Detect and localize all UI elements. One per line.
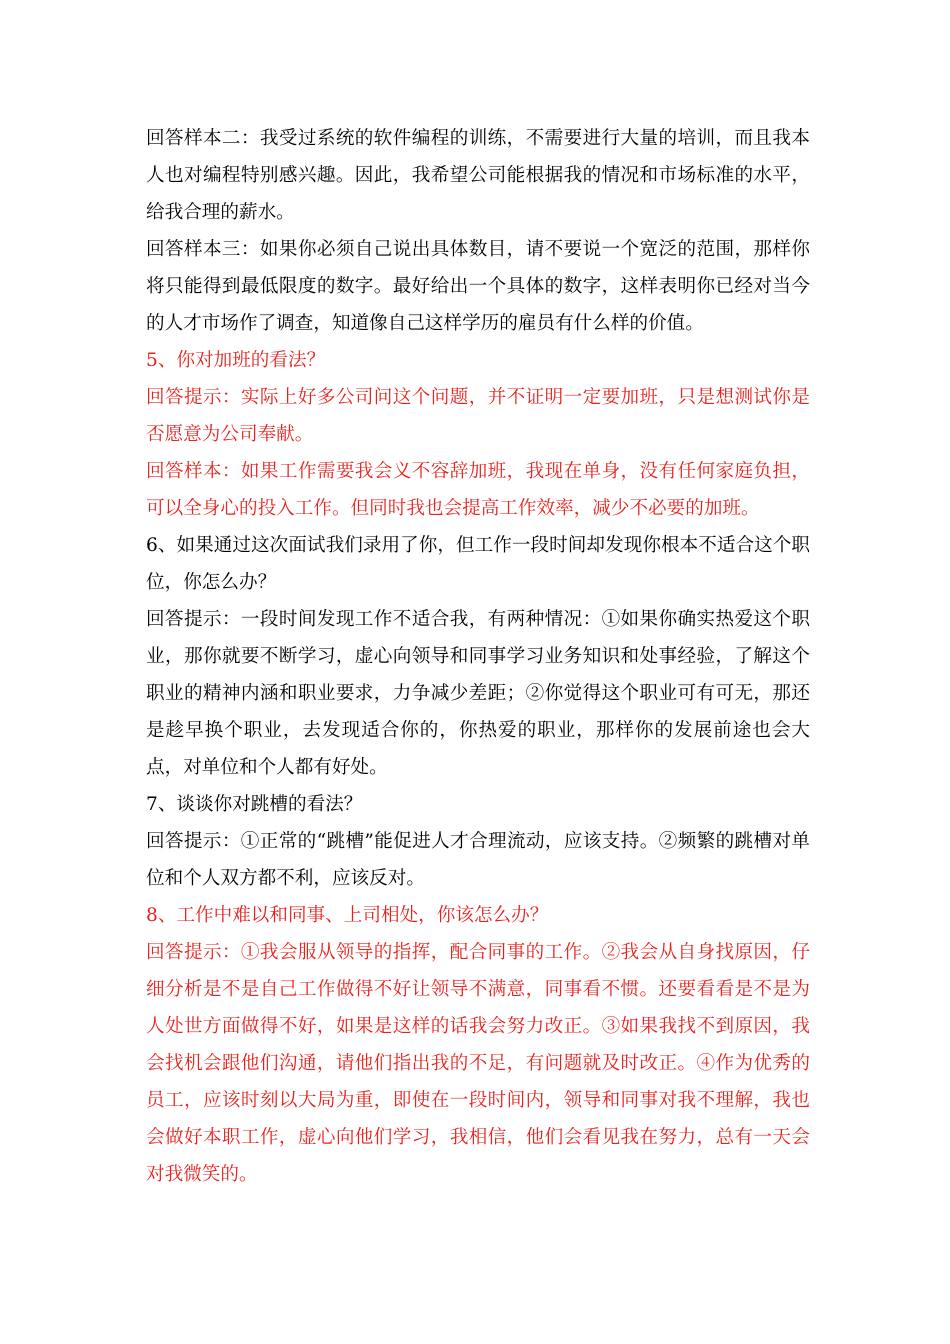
question-8: 8、工作中难以和同事、上司相处，你该怎么办？ (146, 905, 549, 926)
hint-6: 回答提示：一段时间发现工作不适合我，有两种情况：①如果你确实热爱这个职业，那你就要不断学习，虚心向领导和同事学习业务知识和处事经验，了解这个职业的精神内涵和职业要求，力争减少差距；②你觉得这个职业可有可无，那还是趁早换个职业，去发现适合你的，你热爱的职业，那样你的发展前途也会大点，对单位和个人都有好处。 (146, 609, 810, 778)
question-6: 6、如果通过这次面试我们录用了你，但工作一段时间却发现你根本不适合这个职位，你怎么办？ (146, 535, 810, 593)
document-body (146, 120, 810, 1193)
hint-5: 回答提示：实际上好多公司问这个问题，并不证明一定要加班，只是想测试你是否愿意为公司奉献。 (146, 387, 810, 445)
question-7: 7、谈谈你对跳槽的看法？ (146, 794, 363, 815)
sample-answer-5: 回答样本：如果工作需要我会义不容辞加班，我现在单身，没有任何家庭负担，可以全身心的投入工作。但同时我也会提高工作效率，减少不必要的加班。 (146, 461, 810, 519)
sample-answer-3: 回答样本三：如果你必须自己说出具体数目，请不要说一个宽泛的范围，那样你将只能得到最低限度的数字。最好给出一个具体的数字，这样表明你已经对当今的人才市场作了调查，知道像自己这样学历的雇员有什么样的价值。 (146, 239, 810, 334)
hint-8: 回答提示：①我会服从领导的指挥，配合同事的工作。②我会从自身找原因，仔细分析是不是自己工作做得不好让领导不满意，同事看不惯。还要看看是不是为人处世方面做得不好，如果是这样的话我会努力改正。③如果我找不到原因，我会找机会跟他们沟通，请他们指出我的不足，有问题就及时改正。④作为优秀的员工，应该时刻以大局为重，即使在一段时间内，领导和同事对我不理解，我也会做好本职工作，虚心向他们学习，我相信，他们会看见我在努力，总有一天会对我微笑的。 (146, 942, 810, 1185)
hint-7: 回答提示：①正常的“跳槽”能促进人才合理流动，应该支持。②频繁的跳槽对单位和个人双方都不利，应该反对。 (146, 831, 810, 889)
question-5: 5、你对加班的看法？ (146, 350, 326, 371)
sample-answer-2: 回答样本二：我受过系统的软件编程的训练，不需要进行大量的培训，而且我本人也对编程特别感兴趣。因此，我希望公司能根据我的情况和市场标准的水平，给我合理的薪水。 (146, 128, 810, 223)
